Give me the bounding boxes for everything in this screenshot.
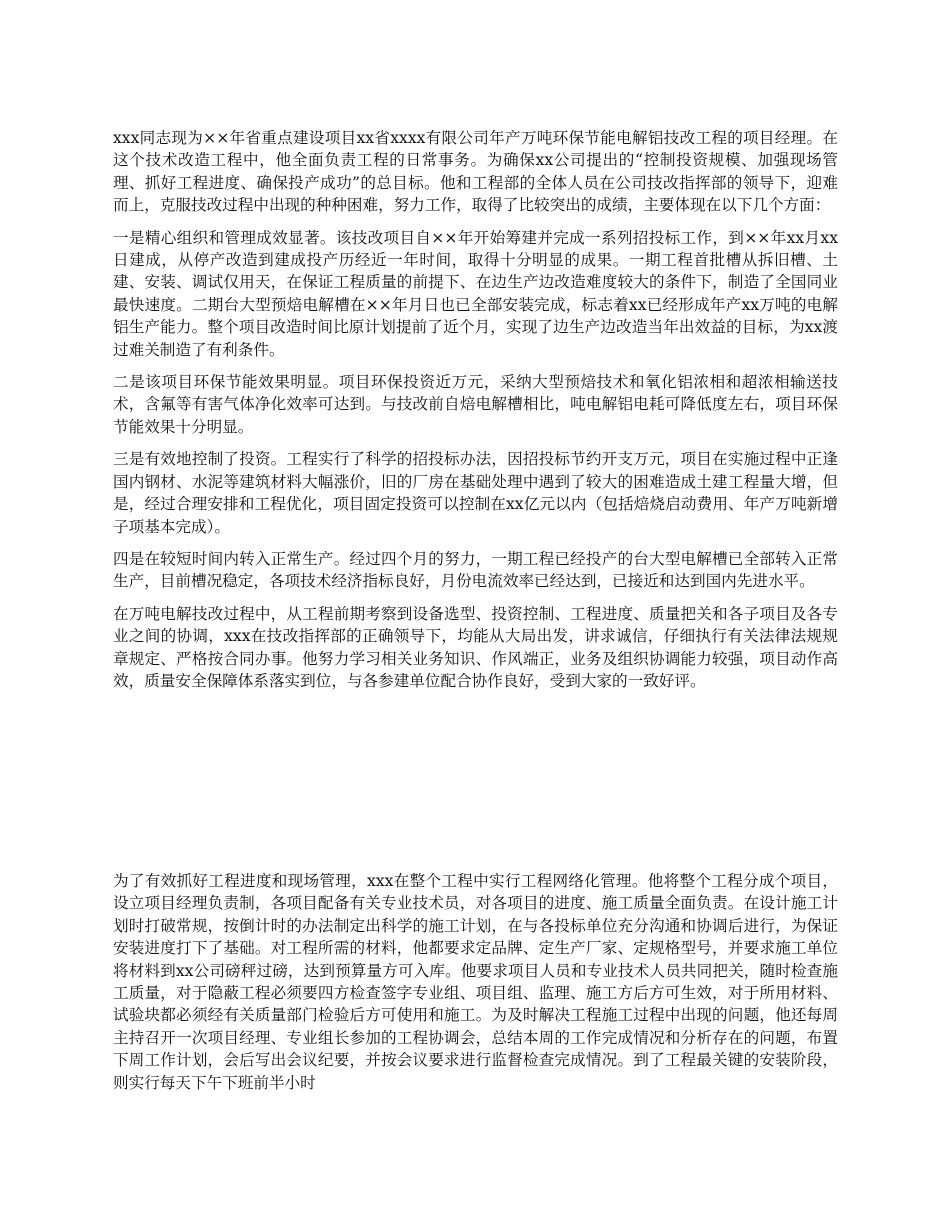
paragraph-network-management: 为了有效抓好工程进度和现场管理，xxx在整个工程中实行工程网络化管理。他将整个工程分成个项目，设立项目经理负责制，各项目配备有关专业技术员，对各项目的进度、施工质量全面负责。在设计施工计划时打破常规，按倒计时的办法制定出科学的施工计划，在与各投标单位充分沟通和协调后进行，为保证安装进度打下了基础。对工程所需的材料，他都要求定品牌、定生产厂家、定规格型号，并要求施工单位将材料到xx公司磅秤过磅，达到预算量方可入库。他要求项目人员和专业技术人员共同把关，随时检查施工质量，对于隐蔽工程必须要四方检查签字专业组、项目组、监理、施工方后方可生效，对于所用材料、试验块都必须经有关质量部门检验后方可使用和施工。为及时解决工程施工过程中出现的问题，他还每周主持召开一次项目经理、专业组长参加的工程协调会，总结本周的工作完成情况和分析存在的问题，布置下周工作计划，会后写出会议纪要，并按会议要求进行监督检查完成情况。到了工程最关键的安装阶段，则实行每天下午下班前半小时 [113,872,838,1092]
paragraph-investment-control: 三是有效地控制了投资。工程实行了科学的招投标办法，因招投标节约开支万元，项目在实施过程中正逢国内钢材、水泥等建筑材料大幅涨价，旧的厂房在基础处理中遇到了较大的困难造成土建工程量大增，但是，经过合理安排和工程优化，项目固定投资可以控制在xx亿元以内（包括焙烧启动费用、年产万吨新增子项基本完成）。 [113,450,838,536]
paragraph-normal-production: 四是在较短时间内转入正常生产。经过四个月的努力，一期工程已经投产的台大型电解槽已全部转入正常生产，目前槽况稳定，各项技术经济指标良好，月份电流效率已经达到，已接近和达到国内先进水平。 [113,549,838,591]
paragraph-intro: xxx同志现为××年省重点建设项目xx省xxxx有限公司年产万吨环保节能电解铝技改工程的项目经理。在这个技术改造工程中，他全面负责工程的日常事务。为确保xx公司提出的“控制投资规模、加强现场管理、抓好工程进度、确保投产成功”的总目标。他和工程部的全体人员在公司技改指挥部的领导下，迎难而上，克服技改过程中出现的种种困难，努力工作，取得了比较突出的成绩，主要体现在以下几个方面： [113,129,838,215]
upper-text-section [113,127,838,692]
paragraph-environmental-effect: 二是该项目环保节能效果明显。项目环保投资近万元，采纳大型预焙技术和氧化铝浓相和超浓相输送技术，含氟等有害气体净化效率可达到。与技改前自焙电解槽相比，吨电解铝电耗可降低度左右，项目环保节能效果十分明显。 [113,373,838,436]
paragraph-coordination: 在万吨电解技改过程中，从工程前期考察到设备选型、投资控制、工程进度、质量把关和各子项目及各专业之间的协调，xxx在技改指挥部的正确领导下，均能从大局出发，讲求诚信，仔细执行有关法律法规规章规定、严格按合同办事。他努力学习相关业务知识、作风端正，业务及组织协调能力较强，项目动作高效，质量安全保障体系落实到位，与各参建单位配合协作良好，受到大家的一致好评。 [113,604,838,690]
lower-text-section [113,870,838,1094]
paragraph-management-results: 一是精心组织和管理成效显著。该技改项目自××年开始筹建并完成一系列招投标工作，到××年xx月xx日建成，从停产改造到建成投产历经近一年时间，取得十分明显的成果。一期工程首批槽从拆旧槽、土建、安装、调试仅用天，在保证工程质量的前提下、在边生产边改造难度较大的条件下，制造了全国同业最快速度。二期台大型预焙电解槽在××年月日也已全部安装完成，标志着xx已经形成年产xx万吨的电解铝生产能力。整个项目改造时间比原计划提前了近个月，实现了边生产边改造当年出效益的目标，为xx渡过难关制造了有利条件。 [113,228,838,359]
